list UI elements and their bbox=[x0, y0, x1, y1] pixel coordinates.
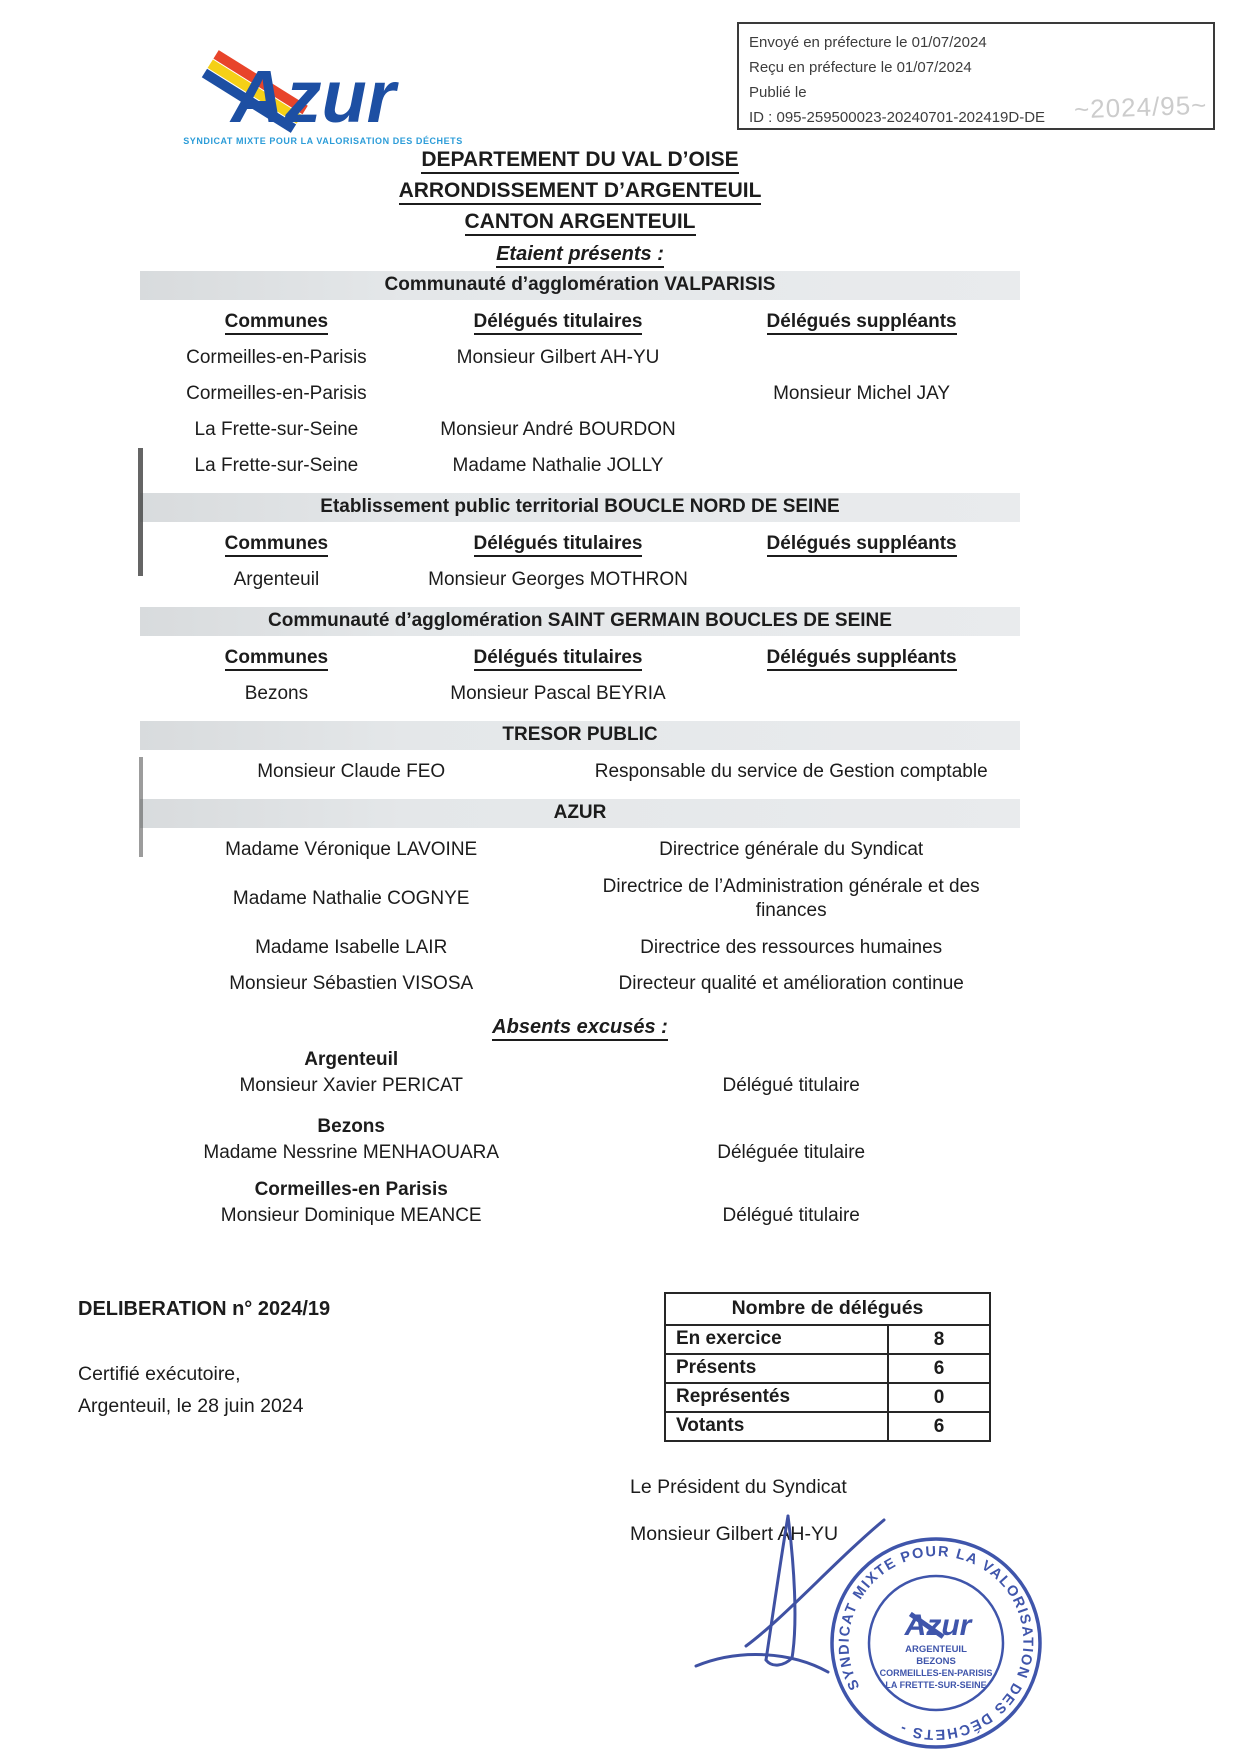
commune-cell: Cormeilles-en-Parisis bbox=[186, 347, 367, 368]
present-heading: Etaient présents : bbox=[496, 243, 664, 268]
titulaire-cell: Madame Nathalie JOLLY bbox=[452, 455, 664, 476]
col-communes: Communes bbox=[225, 311, 328, 335]
table-row bbox=[140, 930, 1020, 966]
table-row bbox=[140, 966, 1020, 1002]
col-titulaires: Délégués titulaires bbox=[474, 647, 643, 671]
prefecture-stamp-box bbox=[737, 22, 1215, 130]
absent-role: Délégué titulaire bbox=[722, 1075, 860, 1096]
person-cell: Monsieur Sébastien VISOSA bbox=[229, 973, 474, 994]
stamp-commune-2: BEZONS bbox=[916, 1656, 956, 1667]
azur-logo bbox=[178, 46, 468, 146]
certified-line: Certifié exécutoire, bbox=[78, 1363, 241, 1385]
row-label: En exercice bbox=[665, 1325, 888, 1354]
titulaire-cell bbox=[413, 376, 703, 412]
table-row bbox=[140, 1071, 1020, 1104]
role-cell: Responsable du service de Gestion comptable bbox=[594, 761, 988, 782]
header-departement: DEPARTEMENT DU VAL D’OISE bbox=[421, 148, 738, 174]
absent-commune: Argenteuil bbox=[304, 1049, 399, 1070]
person-cell: Monsieur Claude FEO bbox=[257, 761, 446, 782]
stamp-commune-3: CORMEILLES-EN-PARISIS bbox=[879, 1668, 993, 1678]
section-bar-azur: AZUR bbox=[140, 799, 1020, 828]
stamp-commune-1: ARGENTEUIL bbox=[905, 1644, 967, 1655]
table-row bbox=[140, 562, 1020, 598]
svg-text:SYNDICAT MIXTE POUR LA VALORIS bbox=[836, 1544, 1035, 1742]
header-arrondissement: ARRONDISSEMENT D’ARGENTEUIL bbox=[399, 179, 762, 205]
col-suppleants: Délégués suppléants bbox=[767, 533, 957, 557]
table-row bbox=[140, 754, 1020, 790]
table-row bbox=[140, 676, 1020, 712]
logo-wordmark: Azur bbox=[231, 55, 396, 138]
stamp-commune-4: LA FRETTE-SUR-SEINE bbox=[885, 1680, 987, 1690]
table-row bbox=[140, 376, 1020, 412]
column-headers bbox=[140, 526, 1020, 562]
row-label: Votants bbox=[665, 1412, 888, 1441]
table-row bbox=[140, 1201, 1020, 1234]
role-cell: Directrice des ressources humaines bbox=[640, 937, 943, 958]
deliberation-block bbox=[78, 1298, 330, 1418]
col-suppleants: Délégués suppléants bbox=[767, 311, 957, 335]
row-value: 0 bbox=[888, 1383, 990, 1412]
president-title: Le Président du Syndicat bbox=[630, 1476, 847, 1498]
role-cell: Directrice de l’Administration générale et des finances bbox=[602, 876, 980, 921]
pref-line-recu: Reçu en préfecture le 01/07/2024 bbox=[749, 59, 972, 76]
delegate-count-table bbox=[664, 1292, 991, 1442]
deliberation-number: DELIBERATION n° 2024/19 bbox=[78, 1298, 331, 1320]
table-row bbox=[140, 340, 1020, 376]
table-row bbox=[665, 1412, 990, 1441]
absent-role: Délégué titulaire bbox=[722, 1205, 860, 1226]
pref-line-envoye: Envoyé en préfecture le 01/07/2024 bbox=[749, 34, 987, 51]
stamp-ring-text: SYNDICAT MIXTE POUR LA VALORISATION DES DÉCHETS - bbox=[836, 1543, 1036, 1743]
table-row bbox=[665, 1354, 990, 1383]
azur-logo-graphic bbox=[183, 46, 463, 138]
column-headers bbox=[140, 640, 1020, 676]
section-bar-saint-germain: Communauté d’agglomération SAINT GERMAIN BOUCLES DE SEINE bbox=[140, 607, 1020, 636]
commune-cell: La Frette-sur-Seine bbox=[194, 419, 359, 440]
col-titulaires: Délégués titulaires bbox=[474, 533, 643, 557]
syndicat-round-stamp bbox=[826, 1533, 1046, 1753]
person-cell: Madame Véronique LAVOINE bbox=[225, 839, 478, 860]
absent-name: Monsieur Xavier PERICAT bbox=[239, 1075, 463, 1096]
president-name: Monsieur Gilbert AH-YU bbox=[630, 1523, 839, 1545]
table-row bbox=[140, 412, 1020, 448]
suppleant-cell: Monsieur Michel JAY bbox=[773, 383, 951, 404]
titulaire-cell: Monsieur André BOURDON bbox=[440, 419, 676, 440]
watermark-2024-95: ~2024/95~ bbox=[1073, 89, 1208, 125]
pref-line-publie: Publié le bbox=[749, 84, 807, 101]
row-value: 6 bbox=[888, 1412, 990, 1441]
delegate-table-title: Nombre de délégués bbox=[665, 1293, 990, 1325]
absent-group-commune bbox=[140, 1171, 1020, 1201]
row-label: Présents bbox=[665, 1354, 888, 1383]
pref-line-id: ID : 095-259500023-20240701-202419D-DE bbox=[749, 109, 1046, 126]
row-value: 6 bbox=[888, 1354, 990, 1383]
table-row bbox=[140, 832, 1020, 868]
row-label: Représentés bbox=[665, 1383, 888, 1412]
role-cell: Directrice générale du Syndicat bbox=[659, 839, 924, 860]
table-row bbox=[665, 1325, 990, 1354]
suppleant-cell bbox=[703, 562, 1020, 598]
absent-commune: Bezons bbox=[317, 1116, 385, 1137]
col-titulaires: Délégués titulaires bbox=[474, 311, 643, 335]
person-cell: Madame Isabelle LAIR bbox=[255, 937, 448, 958]
row-value: 8 bbox=[888, 1325, 990, 1354]
col-suppleants: Délégués suppléants bbox=[767, 647, 957, 671]
header-canton: CANTON ARGENTEUIL bbox=[465, 210, 696, 236]
person-cell: Madame Nathalie COGNYE bbox=[232, 888, 470, 909]
table-row bbox=[140, 1138, 1020, 1171]
col-communes: Communes bbox=[225, 647, 328, 671]
section-bar-tresor-public: TRESOR PUBLIC bbox=[140, 721, 1020, 750]
suppleant-cell bbox=[703, 448, 1020, 484]
absent-name: Madame Nessrine MENHAOUARA bbox=[203, 1142, 500, 1163]
suppleant-cell bbox=[703, 340, 1020, 376]
col-communes: Communes bbox=[225, 533, 328, 557]
commune-cell: Cormeilles-en-Parisis bbox=[186, 383, 367, 404]
table-row bbox=[140, 868, 1020, 930]
attendance-content bbox=[140, 262, 1020, 1234]
stamp-center-word: Azur bbox=[904, 1609, 972, 1642]
titulaire-cell: Monsieur Georges MOTHRON bbox=[428, 569, 688, 590]
commune-cell: La Frette-sur-Seine bbox=[194, 455, 359, 476]
column-headers bbox=[140, 304, 1020, 340]
titulaire-cell: Monsieur Gilbert AH-YU bbox=[456, 347, 660, 368]
absent-role: Déléguée titulaire bbox=[717, 1142, 866, 1163]
logo-tagline: SYNDICAT MIXTE POUR LA VALORISATION DES DÉCHETS bbox=[183, 136, 463, 146]
absent-group-commune bbox=[140, 1104, 1020, 1138]
table-row bbox=[665, 1383, 990, 1412]
absents-heading: Absents excusés : bbox=[492, 1016, 668, 1041]
role-cell: Directeur qualité et amélioration continue bbox=[618, 973, 964, 994]
commune-cell: Bezons bbox=[244, 683, 309, 704]
titulaire-cell: Monsieur Pascal BEYRIA bbox=[450, 683, 666, 704]
absent-name: Monsieur Dominique MEANCE bbox=[220, 1205, 482, 1226]
section-bar-valparisis: Communauté d’agglomération VALPARISIS bbox=[140, 271, 1020, 300]
suppleant-cell bbox=[703, 412, 1020, 448]
commune-cell: Argenteuil bbox=[233, 569, 320, 590]
absent-commune: Cormeilles-en Parisis bbox=[254, 1179, 448, 1200]
suppleant-cell bbox=[703, 676, 1020, 712]
section-bar-boucle-nord: Etablissement public territorial BOUCLE NORD DE SEINE bbox=[140, 493, 1020, 522]
scan-artifact bbox=[139, 757, 143, 857]
place-date-line: Argenteuil, le 28 juin 2024 bbox=[78, 1395, 304, 1417]
table-row bbox=[140, 448, 1020, 484]
document-header bbox=[140, 148, 1020, 266]
absent-group-commune bbox=[140, 1045, 1020, 1071]
scan-artifact bbox=[138, 448, 143, 576]
